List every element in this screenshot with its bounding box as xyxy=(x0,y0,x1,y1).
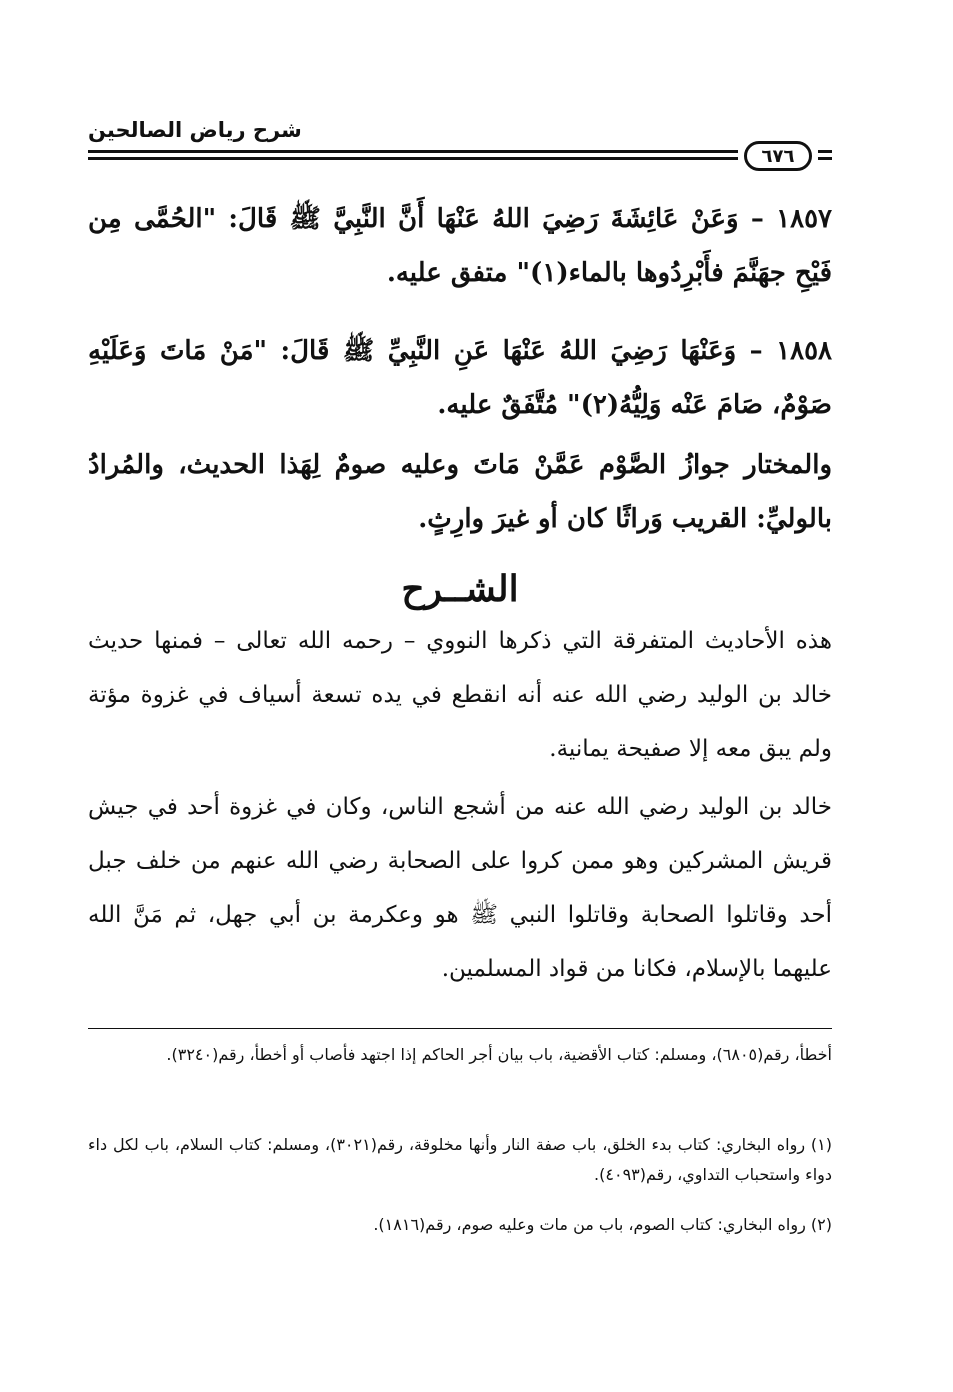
header-rule-end-ornament xyxy=(818,150,832,160)
hadith-number: ١٨٥٧ xyxy=(776,204,832,234)
hadith-text: – وَعَنْ عَائِشَةَ رَضِيَ اللهُ عَنْهَا أَنَّ النَّبِيَّ ﷺ قَالَ: "الحُمَّى مِن فَيْحِ جهَنَّمَ فأَبْرِدُوها بالماء(١)" متفق عليه. xyxy=(88,204,832,288)
footnote-separator xyxy=(88,1028,832,1029)
running-header-title: شرح رياض الصالحين xyxy=(88,118,302,142)
hadith-1857 xyxy=(88,192,832,300)
section-heading-sharh: الشــرح xyxy=(401,568,519,610)
footnote-continued: أخطأ، رقم(٦٨٠٥)، ومسلم: كتاب الأقضية، باب بيان أجر الحاكم إذا اجتهد فأصاب أو أخطأ، رقم(٣٢٤٠). xyxy=(166,1045,832,1064)
hadith-1858 xyxy=(88,324,832,432)
hadith-text: – وَعَنْهَا رَضِيَ اللهُ عَنْهَا عَنِ النَّبِيِّ ﷺ قَالَ: "مَنْ مَاتَ وَعَلَيْهِ صَوْمٌ، صَامَ عَنْه وَلِيُّهُ(٢)" مُتَّفَقٌ عليه. xyxy=(88,336,832,420)
author-note: والمختار جوازُ الصَّوْم عَمَّنْ مَاتَ وعليه صومٌ لِهَذا الحديث، والمُرادُ بالوليِّ: القريب وَراثًا كان أو غيرَ وارِثٍ. xyxy=(88,450,832,534)
commentary-paragraph: هذه الأحاديث المتفرقة التي ذكرها النووي – رحمه الله تعالى – فمنها حديث خالد بن الوليد رضي الله عنه أنه انقطع في يده تسعة أسياف في غزوة مؤتة ولم يبق معه إلا صفيحة يمانية. xyxy=(88,628,832,762)
footnote-2: (٢) رواه البخاري: كتاب الصوم، باب من مات وعليه صوم، رقم(١٨١٦). xyxy=(373,1215,832,1234)
header-rule-double xyxy=(88,157,738,160)
commentary-paragraph: خالد بن الوليد رضي الله عنه من أشجع الناس، وكان في غزوة أحد في جيش قريش المشركين وهو ممن كروا على الصحابة رضي الله عنهم من خلف جبل أحد وقاتلوا الصحابة وقاتلوا النبي ﷺ هو وعكرمة بن أبي جهل، ثم مَنَّ الله عليهما بالإسلام، فكانا من قواد المسلمين. xyxy=(88,794,832,982)
page-number-badge: ٦٧٦ xyxy=(744,141,812,171)
footnote-1: (١) رواه البخاري: كتاب بدء الخلق، باب صفة النار وأنها مخلوقة، رقم(٣٠٢١)، ومسلم: كتاب السلام، باب لكل داء دواء واستحباب التداوي، رقم(٤٠٩٣). xyxy=(88,1135,833,1184)
hadith-number: ١٨٥٨ xyxy=(776,336,832,366)
header-rule xyxy=(88,150,738,153)
